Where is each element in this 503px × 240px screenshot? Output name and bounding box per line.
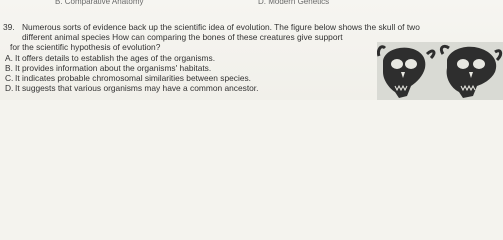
option-text: It indicates probable chromosomal similarities between species.	[15, 73, 252, 83]
worksheet-page	[0, 0, 503, 100]
question-text-line-2: different animal species How can comparing the bones of these creatures give support	[22, 32, 343, 42]
answer-option-a[interactable]	[5, 53, 215, 63]
answer-option-d[interactable]	[5, 83, 258, 93]
previous-option-b: B. Comparative Anatomy	[55, 0, 144, 6]
option-text: It suggests that various organisms may have a common ancestor.	[15, 83, 259, 93]
option-text: It offers details to establish the ages of the organisms.	[15, 53, 216, 63]
skull-pair-icon	[377, 42, 503, 100]
question-number: 39.	[3, 22, 15, 32]
option-letter: C.	[5, 73, 14, 83]
skulls-figure	[377, 42, 503, 100]
question-text-line-3: for the scientific hypothesis of evolution?	[10, 42, 161, 52]
answer-option-c[interactable]	[5, 73, 251, 83]
option-letter: D.	[5, 83, 14, 93]
option-text: It provides information about the organisms' habitats.	[15, 63, 212, 73]
answer-option-b[interactable]	[5, 63, 211, 73]
previous-option-d: D. Modern Genetics	[258, 0, 330, 6]
option-letter: B.	[5, 63, 13, 73]
option-letter: A.	[5, 53, 13, 63]
question-text-line-1: Numerous sorts of evidence back up the scientific idea of evolution. The figure below shows the skull of two	[22, 22, 420, 32]
